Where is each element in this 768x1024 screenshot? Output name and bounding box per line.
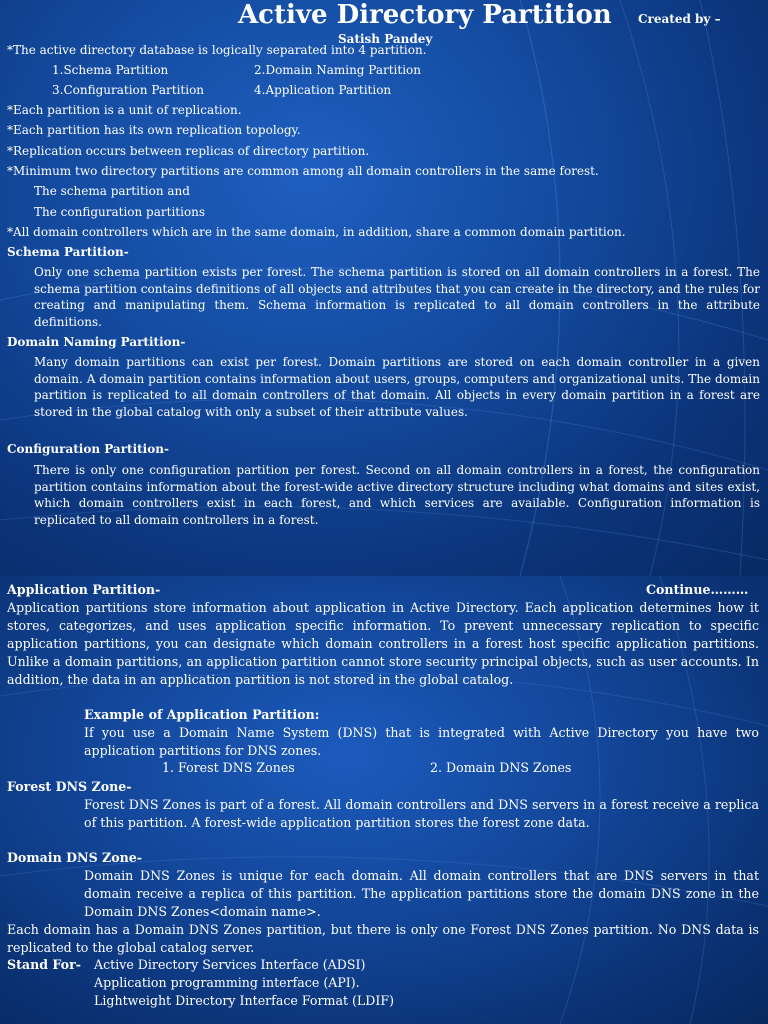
forest-dns-text: Forest DNS Zones is part of a forest. All domain controllers and DNS servers in a forest receive a replica of this partition. A forest-wide application partition stores the forest zone data. [84, 797, 759, 830]
domain-naming-heading: Domain Naming Partition- [7, 335, 186, 349]
stand-for-item-1: Active Directory Services Interface (ADSI) [94, 957, 366, 972]
domain-dns-text: Domain DNS Zones is unique for each domain. All domain controllers that are DNS servers in that domain receive a replica of this partition. The application partitions store the domain DNS zone in the Domain DNS Zones<domain name>. [84, 868, 759, 919]
example-heading: Example of Application Partition: [84, 707, 320, 722]
domain-dns-heading: Domain DNS Zone- [7, 850, 143, 865]
continue-label: Continue……… [646, 582, 749, 597]
partition-item-4: 4.Application Partition [254, 83, 392, 97]
partition-item-2: 2.Domain Naming Partition [254, 63, 422, 77]
schema-heading: Schema Partition- [7, 245, 129, 259]
bullet-1: *Each partition is a unit of replication. [7, 103, 242, 117]
schema-text: Only one schema partition exists per forest. The schema partition is stored on all domain controllers in a forest. The schema partition contains definitions of all objects and attributes that you can create in the directory, and the rules for creating and manipulating them. Schema information is replicated to all domain controllers in the attribute definitions. [34, 265, 760, 329]
bullet-4: *Minimum two directory partitions are common among all domain controllers in the same forest. [7, 164, 599, 178]
partition-item-1: 1.Schema Partition [52, 63, 169, 77]
credit-label: Created by – [638, 12, 721, 26]
credit-name: Satish Pandey [338, 32, 433, 46]
partition-item-3: 3.Configuration Partition [52, 83, 205, 97]
common-item-2: The configuration partitions [34, 205, 206, 219]
configuration-text: There is only one configuration partition per forest. Second on all domain controllers in a forest, the configuration partition contains information about the forest-wide active directory structure including what domains and sites exist, which domain controllers exist in each forest, and which services are available. Configuration information is replicated to all domain controllers in a forest. [34, 463, 760, 527]
common-item-1: The schema partition and [34, 184, 190, 198]
summary-text: Each domain has a Domain DNS Zones partition, but there is only one Forest DNS Zones partition. No DNS data is replicated to the global catalog server. [7, 922, 759, 955]
bullet-2: *Each partition has its own replication topology. [7, 123, 301, 137]
page-title: Active Directory Partition [238, 0, 612, 30]
stand-for-item-2: Application programming interface (API). [94, 975, 360, 990]
forest-dns-heading: Forest DNS Zone- [7, 779, 132, 794]
example-text: If you use a Domain Name System (DNS) that is integrated with Active Directory you have two application partitions for DNS zones. [84, 725, 759, 758]
zone-item-1: 1. Forest DNS Zones [162, 760, 295, 775]
application-heading: Application Partition- [7, 582, 161, 597]
slide-2 [0, 576, 768, 1024]
bullet-all-dc: *All domain controllers which are in the same domain, in addition, share a common domain partition. [7, 225, 626, 239]
stand-for-label: Stand For- [7, 957, 81, 972]
application-text: Application partitions store information about application in Active Directory. Each application determines how it stores, categorizes, and uses application specific information. To prevent unnecessary replication to specific application partitions, you can designate which domain controllers in a forest host specific application partitions. Unlike a domain partitions, an application partition cannot store security principal objects, such as user accounts. In addition, the data in an application partition is not stored in the global catalog. [7, 600, 759, 687]
bullet-3: *Replication occurs between replicas of directory partition. [7, 144, 370, 158]
configuration-heading: Configuration Partition- [7, 442, 169, 456]
zone-item-2: 2. Domain DNS Zones [430, 760, 572, 775]
domain-naming-text: Many domain partitions can exist per forest. Domain partitions are stored on each domain controller in a given domain. A domain partition contains information about users, groups, computers and organizational units. The domain partition is replicated to all domain controllers of that domain. All objects in every domain partition in a forest are stored in the global catalog with only a subset of their attribute values. [34, 355, 760, 419]
intro-text: *The active directory database is logically separated into 4 partition. [7, 43, 427, 57]
stand-for-item-3: Lightweight Directory Interface Format (LDIF) [94, 993, 395, 1008]
